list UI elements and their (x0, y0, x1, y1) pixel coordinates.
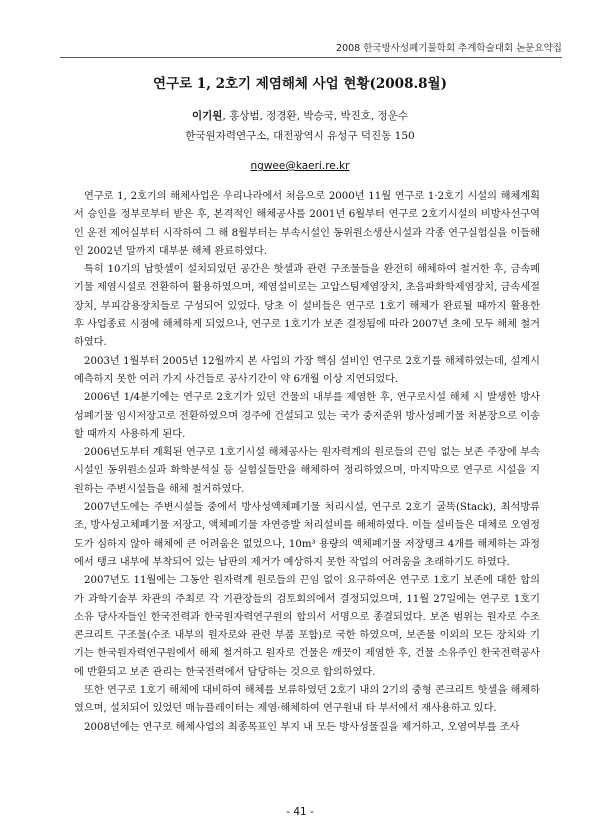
paper-title: 연구로 1, 2호기 제염해체 사업 현황(2008.8월) (152, 76, 447, 92)
body-paragraph: 2003년 1월부터 2005년 12월까지 본 사업의 가장 핵심 설비인 연구로 2호기를 해체하였는데, 설계시 예측하지 못한 여러 가지 사건들로 공사기간이 약 6개월 이상 지연되었다. (74, 355, 540, 385)
author-list (0, 108, 600, 123)
body-paragraph: 2008년에는 연구로 해체사업의 최종목표인 부지 내 모든 방사성물질을 제거하고, 오염여부를 조사 (84, 721, 520, 733)
body-paragraph: 2006년도부터 계획된 연구로 1호기시설 해체공사는 원자력계의 원로들의 끈임 없는 보존 주장에 부속시설인 동위원소실과 화학분석실 등 실험실들만을 해체하여 정리하였으며, 마지막으로 연구로 시설을 지원하는 주변시설들을 해체 철거하였다. (74, 447, 540, 495)
body-paragraph: 또한 연구로 1호기 해체에 대비하여 해체를 보류하였던 2호기 내의 2기의 중형 콘크리트 핫셀을 해체하였으며, 설치되어 있었던 매뉴플레이터는 제염·해체하여 연구원내 타 부서에서 재사용하고 있다. (74, 685, 540, 715)
co-authors: , 홍상범, 정경환, 박승국, 박진호, 정운수 (222, 110, 408, 122)
header-rule (60, 57, 562, 58)
lead-author: 이기원 (192, 110, 223, 122)
affiliation: 한국원자력연구소, 대전광역시 유성구 덕진동 150 (185, 130, 415, 142)
running-header: 2008 한국방사성폐기물학회 추계학술대회 논문요약집 (336, 43, 562, 54)
author-email[interactable]: ngwee@kaeri.re.kr (250, 160, 350, 172)
body-paragraph: 2007년도에는 주변시설들 중에서 방사성액체폐기물 처리시설, 연구로 2호기 굴뚝(Stack), 최석방류조, 방사성고체폐기물 저장고, 액체폐기물 자연증발 처리설비를 해체하였다. 이들 설비들은 대체로 오염정도가 심하지 않아 해체에 큰 어려움은 없었으나, 10m³ 용량의 액체폐기물 저장탱크 4개를 해체하는 과정에서 탱크 내부에 부착되어 있는 납판의 제거가 예상하지 못한 작업의 어려움을 초래하기도 하였다. (74, 502, 540, 568)
body-paragraph: 특히 10기의 납핫셀이 설치되었던 공간은 핫셀과 관련 구조물들을 완전히 해체하여 철거한 후, 금속폐기물 제염시설로 전환하여 활용하였으며, 제염설비로는 고압스팀제염장치, 초음파화학제염장치, 금속세절장치, 부피감용장치들로 구성되어 있었다. 당초 이 설비들은 연구로 1호기 해체가 완료될 때까지 활용한 후 사업종료 시점에 해체하게 되었으나, 연구로 1호기가 보존 결정됨에 따라 2007년 초에 모두 해체 철거하였다. (74, 264, 540, 349)
page-number: - 41 - (286, 806, 314, 818)
body-paragraph: 2006년 1/4분기에는 연구로 2호기가 있던 건물의 내부를 제염한 후, 연구로시설 해체 시 발생한 방사성폐기물 임시저장고로 전환하였으며 경주에 건설되고 있는 국가 중저준위 방사성폐기물 처분장으로 이송할 때까지 사용하게 된다. (74, 392, 540, 440)
body-paragraph: 2007년도 11월에는 그동안 원자력계 원로들의 끈임 없이 요구하여온 연구로 1호기 보존에 대한 합의가 과학기술부 차관의 주최로 각 기관장들의 검토회의에서 결정되었으며, 11월 27일에는 연구로 1호기 소유 당사자들인 한국전력과 한국원자력연구원의 합의서 서명으로 종결되었다. 보존 범위는 원자로 수조 콘크리트 구조물(수조 내부의 원자로와 관련 부품 포함)로 국한 하였으며, 보존물 이외의 모든 장치와 기기는 한국원자력연구원에서 해체 철거하고 원자로 건물은 깨끗이 제염한 후, 건물 소유주인 한국전력공사에 반환되고 보존 관리는 한국전력에서 담당하는 것으로 합의하였다. (74, 575, 540, 678)
paper-body (74, 188, 540, 737)
body-paragraph: 연구로 1, 2호기의 해체사업은 우리나라에서 처음으로 2000년 11월 연구로 1·2호기 시설의 해체계획서 승인을 정부로부터 받은 후, 본격적인 해체공사를 2001년 6월부터 연구로 2호기시설의 비방사선구역인 운전 제어실부터 시작하여 그 해 8월부터는 부속시설인 동위원소생산시설과 각종 연구실험실을 이들해인 2002년 말까지 대부분 해체 완료하였다. (74, 191, 540, 257)
